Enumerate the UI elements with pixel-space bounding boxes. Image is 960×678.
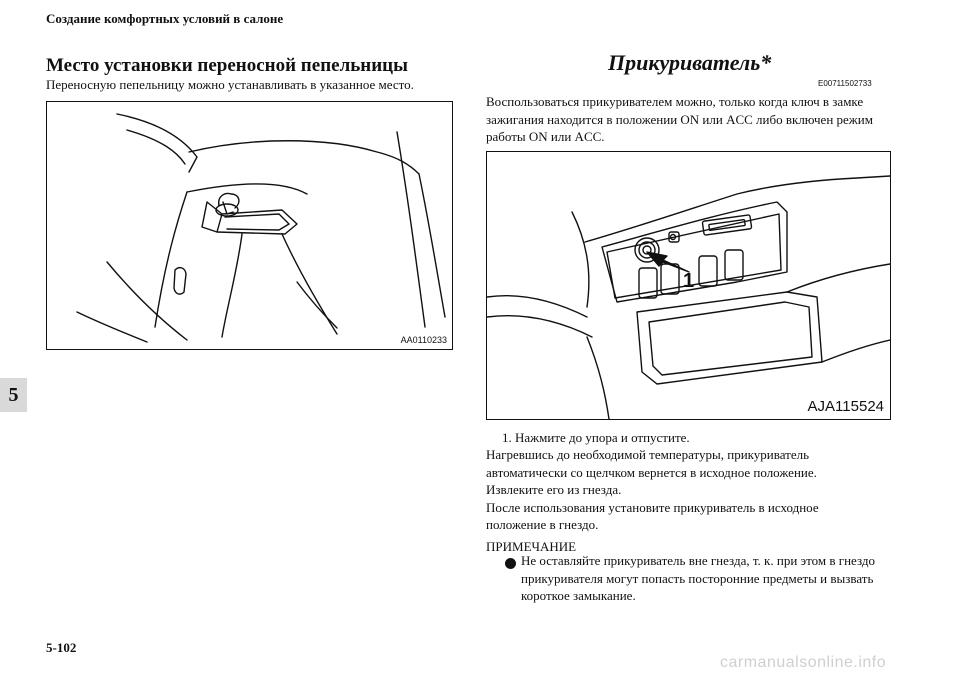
ashtray-figure-code: AA0110233 <box>400 335 447 345</box>
step-1: 1. Нажмите до упора и отпустите. <box>502 430 690 445</box>
intro-line: работы ON или ACC. <box>486 129 605 144</box>
body-line: положение в гнездо. <box>486 517 599 532</box>
note-line: прикуривателя могут попасть посторонние предметы и вызвать <box>521 570 874 586</box>
intro-line: Воспользоваться прикуривателем можно, только когда ключ в замке <box>486 94 864 109</box>
running-header: Создание комфортных условий в салоне <box>46 11 284 26</box>
section-title-ashtray: Место установки переносной пепельницы <box>46 55 408 76</box>
lighter-figure <box>486 151 891 420</box>
bullet-icon <box>505 558 516 569</box>
body-line: После использования установите прикуриватель в исходное <box>486 499 819 515</box>
note-line: Не оставляйте прикуриватель вне гнезда, т. к. при этом в гнездо <box>521 553 875 568</box>
lighter-figure-code: AJA115524 <box>807 398 884 415</box>
section-code: E00711502733 <box>818 79 872 88</box>
ashtray-illustration <box>47 102 452 349</box>
ashtray-figure <box>46 101 453 350</box>
note-text <box>521 552 916 605</box>
chapter-tab: 5 <box>0 378 27 412</box>
ashtray-intro: Переносную пепельницу можно устанавливать в указанное место. <box>46 77 414 92</box>
lighter-callout-number: 1 <box>683 270 695 292</box>
lighter-intro <box>486 93 916 146</box>
intro-line: зажигания находится в положении ON или ACC либо включен режим <box>486 111 873 127</box>
note-line: короткое замыкание. <box>521 588 636 603</box>
section-title-lighter: Прикуриватель* <box>608 50 772 75</box>
body-line: Нагревшись до необходимой температуры, прикуриватель <box>486 447 810 462</box>
page-number: 5-102 <box>46 640 77 655</box>
body-line: автоматически со щелчком вернется в исходное положение. <box>486 464 817 480</box>
body-line: Извлеките его из гнезда. <box>486 482 622 497</box>
note-heading: ПРИМЕЧАНИЕ <box>486 539 577 554</box>
watermark: carmanualsonline.info <box>720 654 887 671</box>
lighter-body <box>486 446 916 534</box>
